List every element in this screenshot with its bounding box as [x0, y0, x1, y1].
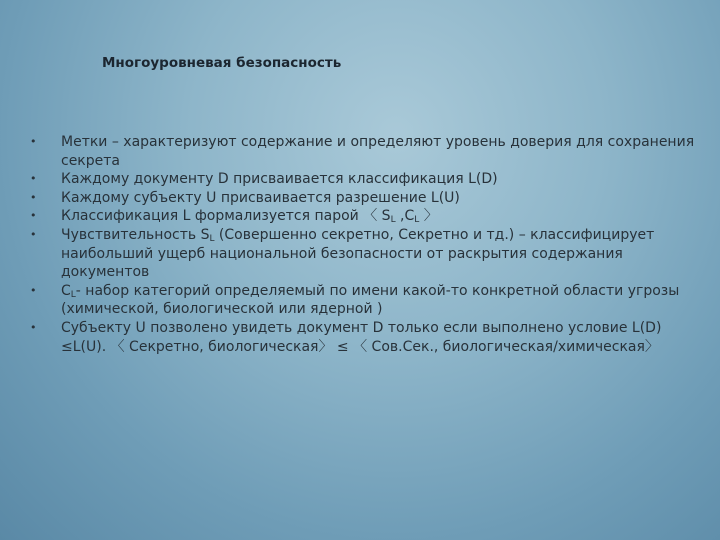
bullet-list: [30, 133, 702, 356]
bullet-dot: •: [30, 227, 37, 241]
bullet-dot: •: [30, 135, 37, 148]
bullet-item: [30, 207, 702, 226]
bullet-item: [30, 189, 702, 208]
bullet-item: [30, 319, 702, 356]
subscript: L: [414, 215, 420, 226]
bullet-text: 〉: [419, 208, 438, 225]
bullet-text: - набор категорий определяемый по имени какой-то конкретной области угрозы (химической, биологической или ядерной ): [61, 282, 680, 318]
bullet-dot: •: [30, 283, 37, 297]
bullet-text: Каждому субъекту U присваивается разрешение L(U): [61, 189, 460, 206]
bullet-dot: •: [30, 190, 37, 204]
subscript: L: [70, 289, 76, 300]
subscript: L: [209, 233, 215, 244]
bullet-text: Каждому документу D присваивается классификация L(D): [61, 171, 498, 188]
bullet-text: Метки – характеризуют содержание и определяют уровень доверия для сохранения секрета: [61, 134, 695, 169]
bullet-text: Субъекту U позволено увидеть документ D только если выполнено условие L(D) ≤L(U). 〈 Секретно, биологическая〉 ≤ 〈 Сов.Сек., биологическая/химическая〉: [61, 319, 662, 355]
bullet-dot: •: [30, 320, 37, 334]
subscript: L: [390, 215, 396, 226]
bullet-text: Классификация L формализуется парой 〈 S: [61, 208, 391, 225]
bullet-text: C: [61, 282, 71, 299]
bullet-text: ,C: [395, 208, 415, 225]
bullet-item: [30, 282, 702, 319]
bullet-text: Чувствительность S: [61, 226, 210, 243]
bullet-text: (Совершенно секретно, Секретно и тд.) – классифицирует наибольший ущерб национальной безопасности от раскрытия содержания документов: [61, 226, 655, 281]
bullet-item: [30, 170, 702, 189]
bullet-dot: •: [30, 209, 37, 223]
bullet-dot: •: [30, 172, 37, 186]
slide-title: Многоуровневая безопасность: [102, 55, 342, 71]
bullet-item: [30, 133, 702, 170]
bullet-item: [30, 226, 702, 282]
